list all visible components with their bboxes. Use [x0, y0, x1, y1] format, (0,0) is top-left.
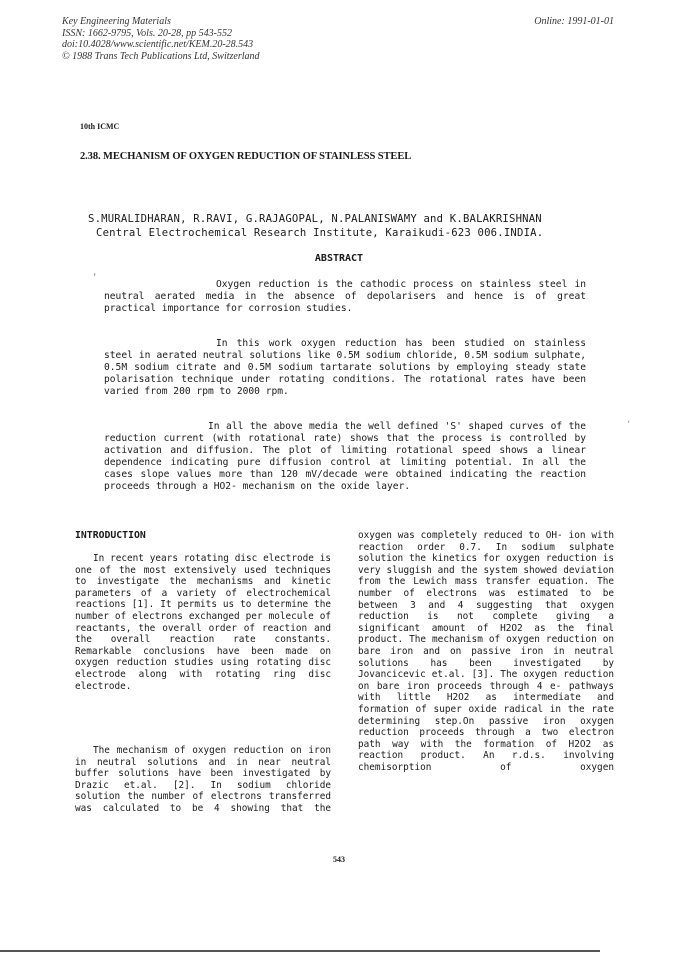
copyright-line: © 1988 Trans Tech Publications Ltd, Switzerland	[62, 50, 260, 62]
doi-line: doi:10.4028/www.scientific.net/KEM.20-28.543	[62, 39, 254, 50]
introduction-paragraph-1: In recent years rotating disc electrode is one of the most extensively used techniques to investigate the mechanisms and kinetic parameters of a variety of electrochemical reactions [1]. It permits us to determine the number of electrons exchanged per molecule of reactants, the overall order of reaction and the overall reaction rate constants. Remarkable conclusions have been made on oxygen reduction studies using rotating disc electrode along with rotating ring disc electrode.	[75, 553, 331, 692]
scan-mark: '	[626, 420, 632, 430]
issn-line: ISSN: 1662-9795, Vols. 20-28, pp 543-552	[62, 27, 232, 39]
introduction-paragraph-2: The mechanism of oxygen reduction on iron in neutral solutions and in near neutral buffer solutions have been investigated by Drazic et.al. [2]. In sodium chloride solution the number of electrons transferred was calculated to be 4 showing that the	[75, 745, 331, 814]
abstract-heading: ABSTRACT	[314, 253, 364, 264]
scan-mark: ,	[92, 268, 98, 278]
affiliation: Central Electrochemical Research Institute, Karaikudi-623 006.INDIA.	[96, 226, 544, 239]
paper-title: 2.38. MECHANISM OF OXYGEN REDUCTION OF STAINLESS STEEL	[80, 151, 412, 162]
introduction-heading: INTRODUCTION	[75, 530, 146, 541]
abstract-paragraph-1: Oxygen reduction is the cathodic process on stainless steel in neutral aerated media in the absence of depolarisers and hence is of great practical importance for corrosion studies.	[104, 279, 586, 314]
journal-header	[62, 16, 260, 62]
bottom-rule	[0, 950, 600, 952]
page-number: 543	[333, 855, 345, 864]
journal-name: Key Engineering Materials	[62, 16, 171, 27]
online-date: Online: 1991-01-01	[534, 16, 614, 27]
author-block	[88, 213, 543, 240]
author-names: S.MURALIDHARAN, R.RAVI, G.RAJAGOPAL, N.PALANISWAMY and K.BALAKRISHNAN	[88, 213, 542, 225]
conference-label: 10th ICMC	[80, 122, 120, 131]
introduction-paragraph-3: oxygen was completely reduced to OH- ion with reaction order 0.7. In sodium sulphate solution the kinetics for oxygen reduction is very sluggish and the system showed deviation from the Lewich mass transfer equation. The number of electrons was estimated to be between 3 and 4 suggesting that oxygen reduction is not complete giving a significant amount of H2O2 as the final product. The mechanism of oxygen reduction on bare iron and on passive iron in neutral solutions has been investigated by Jovancicevic et.al. [3]. The oxygen reduction on bare iron proceeds through 4 e- pathways with little H2O2 as intermediate and formation of super oxide radical in the rate determining step.On passive iron oxygen reduction proceeds through a two electron path way with the formation of H2O2 as reaction product. An r.d.s. involving chemisorption of oxygen	[358, 530, 614, 773]
abstract-paragraph-3: In all the above media the well defined 'S' shaped curves of the reduction current (with rotational rate) shows that the process is controlled by activation and diffusion. The plot of limiting rotational speed shows a linear dependence indicating pure diffusion control at limiting potential. In all the cases slope values more than 120 mV/decade were obtained indicating the reaction proceeds through a HO2- mechanism on the oxide layer.	[104, 421, 586, 492]
abstract-paragraph-2: In this work oxygen reduction has been studied on stainless steel in aerated neutral solutions like 0.5M sodium chloride, 0.5M sodium sulphate, 0.5M sodium citrate and 0.5M sodium tartarate solutions by employing steady state polarisation technique under rotating conditions. The rotational rates have been varied from 200 rpm to 2000 rpm.	[104, 338, 586, 397]
